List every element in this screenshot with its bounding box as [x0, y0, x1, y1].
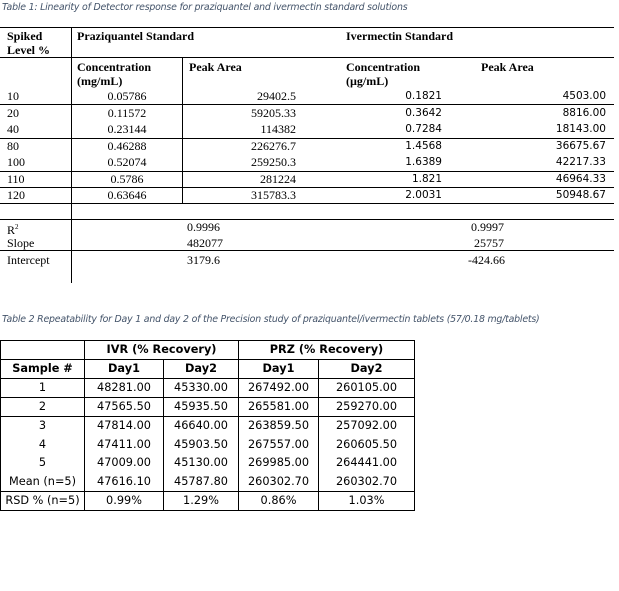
cell-ivm-concentration: 0.7284 — [405, 123, 442, 135]
cell-prz-d2: 1.03% — [319, 492, 415, 511]
cell-ivr-d1: 47814.00 — [85, 417, 164, 436]
table-row — [1, 398, 415, 417]
cell-ivr-d1: 47009.00 — [85, 454, 164, 473]
cell-sample: 2 — [1, 398, 85, 417]
cell-ivr-d1: 0.99% — [85, 492, 164, 511]
cell-sample: 1 — [1, 379, 85, 398]
table-row — [1, 492, 415, 511]
header-praziquantel-standard: Praziquantel Standard — [77, 29, 195, 43]
cell-sample: RSD % (n=5) — [1, 492, 85, 511]
cell-spiked-level: 120 — [7, 188, 25, 202]
cell-ivr-d2: 45935.50 — [164, 398, 239, 417]
cell-spiked-level: 10 — [7, 89, 19, 103]
table-rule — [0, 27, 614, 28]
cell-spiked-level: 100 — [7, 155, 25, 169]
cell-ivm-concentration: 1.6389 — [405, 156, 442, 168]
cell-ivr-d2: 45330.00 — [164, 379, 239, 398]
cell-ivr-d1: 47616.10 — [85, 473, 164, 492]
table-rule — [0, 203, 614, 204]
cell-prz-peak-area: 281224 — [260, 172, 296, 186]
header-sample: Sample # — [1, 360, 85, 379]
header-prz-day1: Day1 — [239, 360, 319, 379]
header-prz-peak-area: Peak Area — [189, 60, 242, 74]
cell-ivm-peak-area: 46964.33 — [555, 173, 606, 185]
cell-ivm-peak-area: 36675.67 — [555, 140, 606, 152]
cell-prz-concentration: 0.05786 — [107, 89, 147, 103]
cell-ivr-d2: 45903.50 — [164, 436, 239, 455]
cell-prz-concentration: 0.63646 — [107, 188, 147, 202]
cell-ivm-peak-area: 8816.00 — [562, 107, 606, 119]
cell-ivm-peak-area: 4503.00 — [562, 90, 606, 102]
cell-sample: 3 — [1, 417, 85, 436]
cell-ivr-d2: 45787.80 — [164, 473, 239, 492]
cell-prz-d1: 267492.00 — [239, 379, 319, 398]
header-ivr-day2: Day2 — [164, 360, 239, 379]
cell-ivm-concentration: 1.821 — [411, 173, 442, 185]
header-prz-concentration: Concentration (mg/mL) — [77, 60, 151, 88]
stat-prz-r2: 0.9996 — [187, 220, 220, 234]
header-prz-group: PRZ (% Recovery) — [239, 341, 415, 360]
stat-ivm-r2: 0.9997 — [471, 220, 504, 234]
header-spiked-level: Spiked Level % — [7, 29, 50, 57]
stat-label-r2: $R^2$ — [7, 223, 19, 237]
cell-prz-concentration: 0.52074 — [107, 155, 147, 169]
table-rule — [0, 219, 614, 220]
table2-caption: Table 2 Repeatability for Day 1 and day 2 of the Precision study of praziquantel/ivermectin tablets (57/0.18 mg/tablets) — [2, 314, 540, 325]
cell-ivm-concentration: 0.1821 — [405, 90, 442, 102]
table-row — [1, 454, 415, 473]
cell-ivr-d1: 47411.00 — [85, 436, 164, 455]
cell-prz-d2: 259270.00 — [319, 398, 415, 417]
cell-prz-d1: 0.86% — [239, 492, 319, 511]
cell-prz-d2: 264441.00 — [319, 454, 415, 473]
header-empty — [1, 341, 85, 360]
cell-prz-peak-area: 29402.5 — [257, 89, 296, 103]
stat-label-intercept: Intercept — [7, 253, 50, 267]
cell-ivm-concentration: 0.3642 — [405, 107, 442, 119]
cell-spiked-level: 80 — [7, 139, 19, 153]
cell-prz-peak-area: 226276.7 — [251, 139, 296, 153]
cell-ivm-concentration: 1.4568 — [405, 140, 442, 152]
cell-spiked-level: 40 — [7, 122, 19, 136]
cell-ivm-peak-area: 42217.33 — [555, 156, 606, 168]
table-row — [1, 417, 415, 436]
cell-ivm-peak-area: 18143.00 — [555, 123, 606, 135]
cell-prz-concentration: 0.11572 — [107, 106, 147, 120]
cell-prz-concentration: 0.46288 — [107, 139, 147, 153]
table-rule — [0, 57, 614, 58]
table1-caption: Table 1: Linearity of Detector response for praziquantel and ivermectin standard solutions — [2, 2, 408, 13]
cell-ivm-peak-area: 50948.67 — [555, 189, 606, 201]
cell-ivr-d2: 45130.00 — [164, 454, 239, 473]
cell-prz-peak-area: 259250.3 — [251, 155, 296, 169]
cell-prz-d1: 265581.00 — [239, 398, 319, 417]
cell-ivr-d1: 47565.50 — [85, 398, 164, 417]
table-rule — [0, 104, 614, 105]
stat-ivm-slope: 25757 — [474, 236, 504, 250]
stat-prz-slope: 482077 — [187, 236, 223, 250]
cell-prz-d1: 260302.70 — [239, 473, 319, 492]
cell-prz-d2: 260105.00 — [319, 379, 415, 398]
cell-prz-d1: 267557.00 — [239, 436, 319, 455]
cell-ivr-d1: 48281.00 — [85, 379, 164, 398]
linearity-table — [0, 27, 614, 283]
header-prz-day2: Day2 — [319, 360, 415, 379]
header-ivr-group: IVR (% Recovery) — [85, 341, 239, 360]
header-ivermectin-standard: Ivermectin Standard — [346, 29, 453, 43]
cell-prz-concentration: 0.23144 — [107, 122, 147, 136]
header-ivm-peak-area: Peak Area — [481, 60, 534, 74]
cell-prz-d2: 260302.70 — [319, 473, 415, 492]
cell-spiked-level: 20 — [7, 106, 19, 120]
cell-sample: 5 — [1, 454, 85, 473]
cell-prz-peak-area: 114382 — [260, 122, 296, 136]
table-row — [1, 379, 415, 398]
cell-ivr-d2: 46640.00 — [164, 417, 239, 436]
repeatability-table — [0, 340, 415, 511]
cell-prz-concentration: 0.5786 — [110, 172, 144, 186]
cell-spiked-level: 110 — [7, 172, 25, 186]
cell-prz-d2: 257092.00 — [319, 417, 415, 436]
cell-prz-d2: 260605.50 — [319, 436, 415, 455]
cell-sample: Mean (n=5) — [1, 473, 85, 492]
cell-ivm-concentration: 2.0031 — [405, 189, 442, 201]
cell-ivr-d2: 1.29% — [164, 492, 239, 511]
stat-ivm-intercept: -424.66 — [468, 253, 505, 267]
cell-prz-d1: 263859.50 — [239, 417, 319, 436]
cell-prz-d1: 269985.00 — [239, 454, 319, 473]
stat-label-slope: Slope — [7, 236, 35, 250]
table-row — [1, 473, 415, 492]
cell-sample: 4 — [1, 436, 85, 455]
table-row — [1, 436, 415, 455]
table-rule — [0, 250, 614, 251]
stat-prz-intercept: 3179.6 — [187, 253, 220, 267]
cell-prz-peak-area: 315783.3 — [251, 188, 296, 202]
header-ivm-concentration: Concentration (µg/mL) — [346, 60, 420, 88]
header-ivr-day1: Day1 — [85, 360, 164, 379]
cell-prz-peak-area: 59205.33 — [251, 106, 296, 120]
